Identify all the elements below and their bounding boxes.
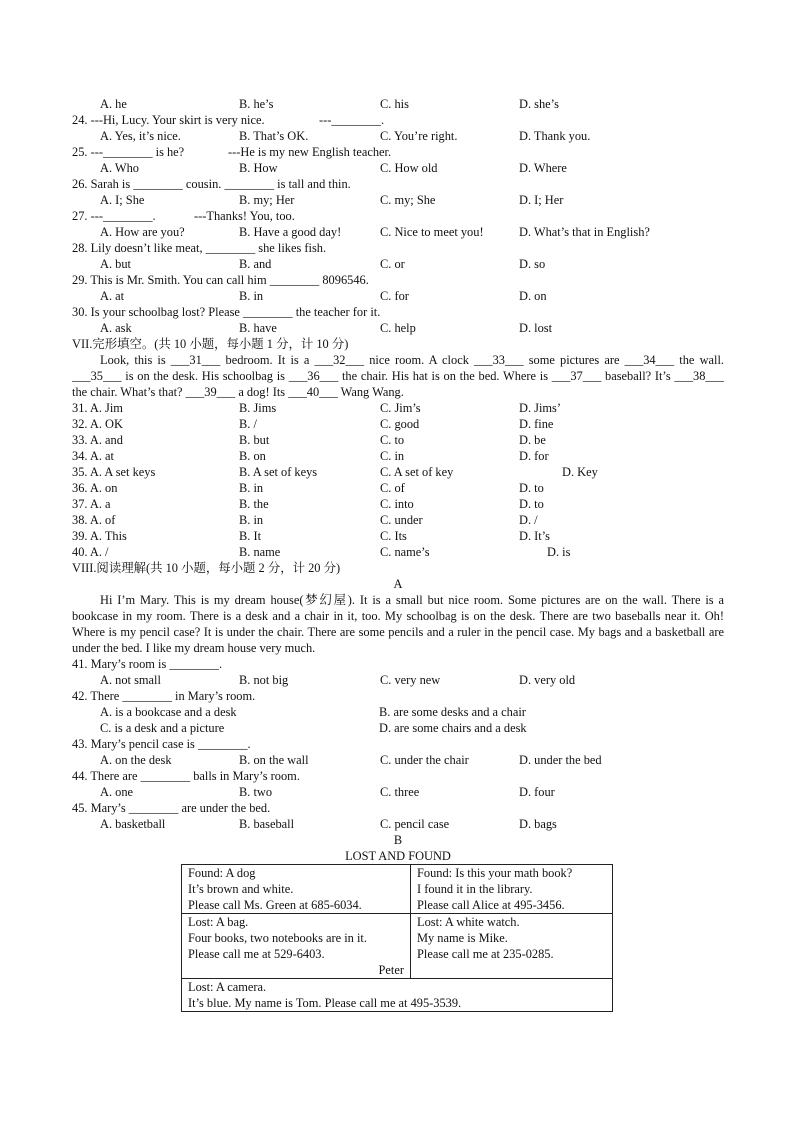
option-b[interactable]: B. / <box>239 417 257 431</box>
option-b[interactable]: B. How <box>239 161 278 175</box>
option-a[interactable]: 38. A. of <box>72 513 116 527</box>
q29-options <box>72 288 724 304</box>
q30-stem: 30. Is your schoolbag lost? Please ________ the teacher for it. <box>72 305 381 319</box>
part-a-label: A <box>393 577 403 591</box>
option-d[interactable]: D. lost <box>519 321 553 335</box>
option-d[interactable]: D. on <box>519 289 547 303</box>
option-a[interactable]: A. How are you? <box>100 225 185 239</box>
option-a[interactable]: 36. A. on <box>72 481 118 495</box>
q45-stem: 45. Mary’s ________ are under the bed. <box>72 801 271 815</box>
option-d[interactable]: D. under the bed <box>519 753 602 767</box>
option-d[interactable]: D. / <box>519 513 538 527</box>
q24-stem: 24. ---Hi, Lucy. Your skirt is very nice. ---________. <box>72 113 385 127</box>
option-c[interactable]: C. How old <box>380 161 438 175</box>
cloze-passage: Look, this is ___31___ bedroom. It is a ___32___ nice room. A clock ___33___ some pictures are ___34___ the wall. ___35___ is on the desk. His schoolbag is ___36___ the chair. His hat is on the bed. Where is ___37___ baseball? It’s ___38___ the chair. What’s that? ___39___ a dog! Its ___40___ Wang Wang. <box>72 353 724 399</box>
option-c[interactable]: C. in <box>380 449 405 463</box>
option-b[interactable]: B. are some desks and a chair <box>379 705 526 719</box>
option-b[interactable]: B. name <box>239 545 281 559</box>
option-a[interactable]: A. on the desk <box>100 753 172 767</box>
option-d[interactable]: D. to <box>519 481 544 495</box>
option-b[interactable]: B. baseball <box>239 817 295 831</box>
cloze-38-options <box>72 512 724 528</box>
option-c[interactable]: C. very new <box>380 673 441 687</box>
notice-lost-bag: Lost: A bag. Four books, two notebooks are in it. Please call me at 529-6403. Peter <box>182 914 411 979</box>
q27-stem: 27. ---________. ---Thanks! You, too. <box>72 209 295 223</box>
option-a[interactable]: A. not small <box>100 673 161 687</box>
section7-heading: VII.完形填空。(共 10 小题，每小题 1 分，计 10 分) <box>72 337 349 351</box>
option-b[interactable]: B. in <box>239 289 264 303</box>
option-b[interactable]: B. two <box>239 785 273 799</box>
option-a[interactable]: A. Who <box>100 161 140 175</box>
q27-reply: ---Thanks! You, too. <box>194 209 295 223</box>
option-c[interactable]: C. is a desk and a picture <box>100 721 225 735</box>
option-b[interactable]: B. on <box>239 449 266 463</box>
option-a[interactable]: A. Yes, it’s nice. <box>100 129 181 143</box>
option-c[interactable]: C. pencil case <box>380 817 450 831</box>
q42-options-ab <box>72 704 724 720</box>
option-d[interactable]: D. fine <box>519 417 554 431</box>
cloze-36-options <box>72 480 724 496</box>
option-b[interactable]: B. not big <box>239 673 289 687</box>
notice-lost-watch: Lost: A white watch. My name is Mike. Please call me at 235-0285. <box>411 914 613 979</box>
option-c[interactable]: C. good <box>380 417 420 431</box>
option-d[interactable]: D. for <box>519 449 549 463</box>
q25-stem: 25. ---________ is he? ---He is my new English teacher. <box>72 145 392 159</box>
section8-heading: VIII.阅读理解(共 10 小题，每小题 2 分，计 20 分) <box>72 561 341 575</box>
option-b[interactable]: B. the <box>239 497 269 511</box>
option-b[interactable]: B. It <box>239 529 262 543</box>
option-c[interactable]: C. help <box>380 321 416 335</box>
q29-stem: 29. This is Mr. Smith. You can call him ________ 8096546. <box>72 273 369 287</box>
cloze-39-options <box>72 528 724 544</box>
q44-options <box>72 784 724 800</box>
q28-stem: 28. Lily doesn’t like meat, ________ she likes fish. <box>72 241 327 255</box>
q25-options <box>72 160 724 176</box>
option-a[interactable]: A. basketball <box>100 817 166 831</box>
option-b[interactable]: B. and <box>239 257 272 271</box>
option-c[interactable]: C. Jim’s <box>380 401 421 415</box>
option-a[interactable]: 35. A. A set keys <box>72 465 156 479</box>
option-b[interactable]: B. he’s <box>239 97 274 111</box>
option-d[interactable]: D. I; Her <box>519 193 564 207</box>
option-b[interactable]: B. my; Her <box>239 193 295 207</box>
option-a[interactable]: A. one <box>100 785 134 799</box>
option-d[interactable]: D. Thank you. <box>519 129 591 143</box>
notice-found-dog: Found: A dog It’s brown and white. Please call Ms. Green at 685-6034. <box>182 865 411 914</box>
q23-options <box>72 96 724 112</box>
cloze-33-options <box>72 432 724 448</box>
option-c[interactable]: C. my; She <box>380 193 436 207</box>
option-a[interactable]: A. ask <box>100 321 132 335</box>
option-d[interactable]: D. bags <box>519 817 557 831</box>
option-d[interactable]: D. Where <box>519 161 567 175</box>
option-b[interactable]: B. in <box>239 481 264 495</box>
cloze-31-options <box>72 400 724 416</box>
option-c[interactable]: C. of <box>380 481 405 495</box>
option-a[interactable]: A. is a bookcase and a desk <box>100 705 237 719</box>
option-d[interactable]: D. four <box>519 785 555 799</box>
q25-reply: ---He is my new English teacher. <box>228 145 392 159</box>
lost-and-found-table <box>181 864 613 1012</box>
q41-options <box>72 672 724 688</box>
option-c[interactable]: C. or <box>380 257 405 271</box>
q42-stem: 42. There ________ in Mary’s room. <box>72 689 256 703</box>
option-d[interactable]: D. is <box>547 545 571 559</box>
option-d[interactable]: D. to <box>519 497 544 511</box>
q24-options <box>72 128 724 144</box>
option-c[interactable]: C. three <box>380 785 420 799</box>
option-c[interactable]: C. to <box>380 433 405 447</box>
lost-and-found-title: LOST AND FOUND <box>345 849 451 863</box>
option-c[interactable]: C. under <box>380 513 423 527</box>
notice-found-math-book: Found: Is this your math book? I found it in the library. Please call Alice at 495-3456. <box>411 865 613 914</box>
option-d[interactable]: D. very old <box>519 673 576 687</box>
notice-lost-camera: Lost: A camera. It’s blue. My name is Tom. Please call me at 495-3539. <box>182 979 613 1012</box>
option-c[interactable]: C. his <box>380 97 409 111</box>
option-b[interactable]: B. That’s OK. <box>239 129 309 143</box>
option-a[interactable]: 37. A. a <box>72 497 111 511</box>
q43-options <box>72 752 724 768</box>
q30-options <box>72 320 724 336</box>
option-d[interactable]: D. be <box>519 433 546 447</box>
option-c[interactable]: C. into <box>380 497 414 511</box>
option-d[interactable]: D. Jims’ <box>519 401 561 415</box>
option-a[interactable]: 34. A. at <box>72 449 114 463</box>
option-c[interactable]: C. Nice to meet you! <box>380 225 484 239</box>
q26-options <box>72 192 724 208</box>
cloze-32-options <box>72 416 724 432</box>
option-d[interactable]: D. she’s <box>519 97 559 111</box>
q24-reply: ---________. <box>319 113 385 127</box>
cloze-40-options <box>72 544 724 560</box>
q27-options <box>72 224 724 240</box>
option-c[interactable]: C. A set of key <box>380 465 454 479</box>
cloze-35-options <box>72 464 724 480</box>
option-c[interactable]: C. You’re right. <box>380 129 458 143</box>
option-c[interactable]: C. for <box>380 289 409 303</box>
option-b[interactable]: B. in <box>239 513 264 527</box>
signature: Peter <box>378 963 404 977</box>
option-d[interactable]: D. What’s that in English? <box>519 225 650 239</box>
option-d[interactable]: D. Key <box>562 465 598 479</box>
option-a[interactable]: A. he <box>100 97 127 111</box>
option-a[interactable]: A. at <box>100 289 125 303</box>
option-c[interactable]: C. under the chair <box>380 753 469 767</box>
cloze-34-options <box>72 448 724 464</box>
q26-stem: 26. Sarah is ________ cousin. ________ is tall and thin. <box>72 177 351 191</box>
option-c[interactable]: C. name’s <box>380 545 430 559</box>
q45-options <box>72 816 724 832</box>
reading-passage-a: Hi I’m Mary. This is my dream house(梦幻屋). It is a small but nice room. Some pictures are on the wall. There is a bookcase in my room. There is a desk and a chair in it, too. My schoolbag is on the desk. There are two baseballs near it. Oh! Where is my pencil case? It is under the chair. There are some pencils and a ruler in the pencil case. My bags and a basketball are under the bed. I like my dream house very much. <box>72 593 724 655</box>
option-d[interactable]: D. so <box>519 257 546 271</box>
option-b[interactable]: B. on the wall <box>239 753 309 767</box>
option-a[interactable]: 40. A. / <box>72 545 109 559</box>
option-a[interactable]: A. but <box>100 257 131 271</box>
option-d[interactable]: D. are some chairs and a desk <box>379 721 527 735</box>
option-a[interactable]: 39. A. This <box>72 529 127 543</box>
q42-options-cd <box>72 720 724 736</box>
option-a[interactable]: 31. A. Jim <box>72 401 123 415</box>
option-a[interactable]: 32. A. OK <box>72 417 123 431</box>
q28-options <box>72 256 724 272</box>
option-b[interactable]: B. Have a good day! <box>239 225 342 239</box>
option-b[interactable]: B. have <box>239 321 277 335</box>
option-b[interactable]: B. A set of keys <box>239 465 318 479</box>
q41-stem: 41. Mary’s room is ________. <box>72 657 223 671</box>
option-b[interactable]: B. Jims <box>239 401 277 415</box>
exam-page <box>72 96 724 1012</box>
q43-stem: 43. Mary’s pencil case is ________. <box>72 737 251 751</box>
option-b[interactable]: B. but <box>239 433 270 447</box>
option-a[interactable]: 33. A. and <box>72 433 123 447</box>
option-a[interactable]: A. I; She <box>100 193 145 207</box>
cloze-37-options <box>72 496 724 512</box>
q44-stem: 44. There are ________ balls in Mary’s room. <box>72 769 300 783</box>
option-c[interactable]: C. Its <box>380 529 407 543</box>
option-d[interactable]: D. It’s <box>519 529 550 543</box>
part-b-label: B <box>393 833 403 847</box>
